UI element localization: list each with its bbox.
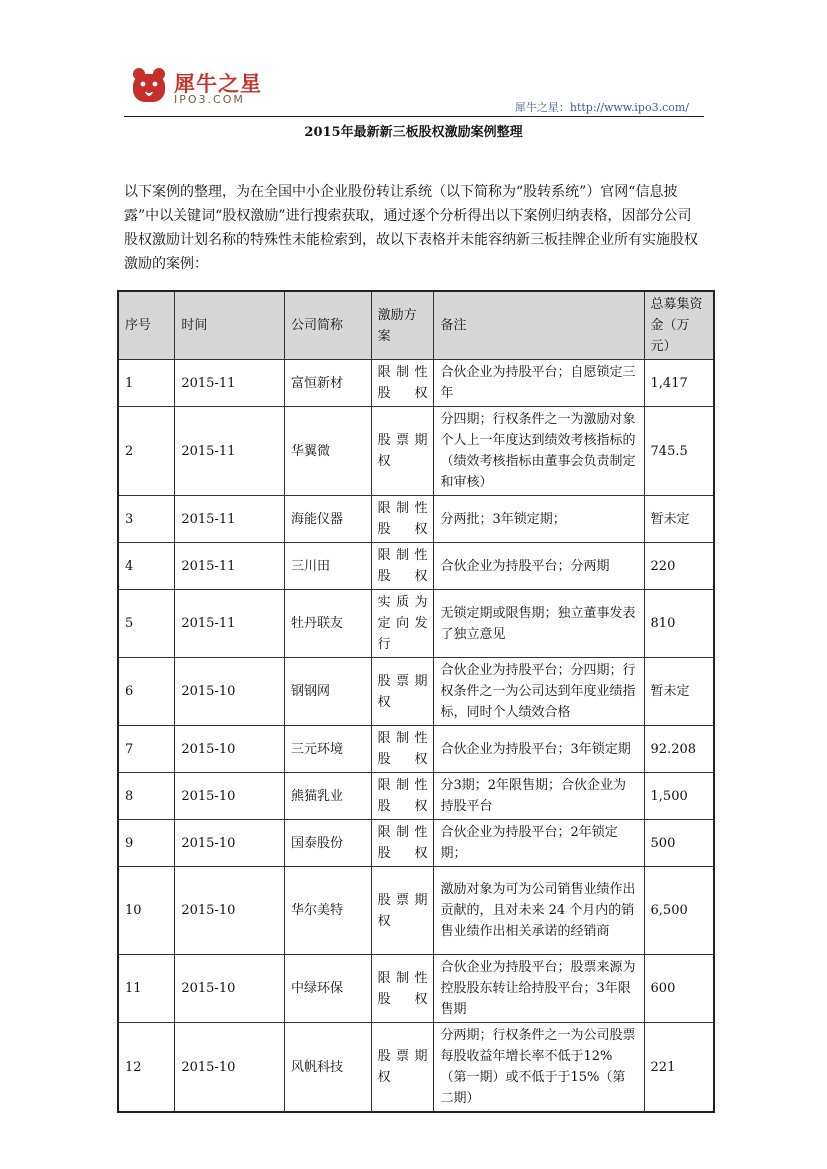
cell-note: 合伙企业为持股平台；股票来源为控股股东转让给持股平台；3年限售期	[434, 955, 644, 1023]
table-row	[118, 773, 714, 820]
cell-no: 12	[118, 1023, 175, 1113]
site-logo[interactable]	[130, 66, 280, 108]
cell-no: 9	[118, 820, 175, 867]
cell-note: 分四期；行权条件之一为激励对象个人上一年度达到绩效考核指标的（绩效考核指标由董事会负责制定和审核）	[434, 407, 644, 496]
header-divider	[124, 116, 704, 117]
cell-plan: 限制性股权	[371, 773, 434, 820]
header-plan: 激励方案	[371, 291, 434, 360]
cell-no: 1	[118, 360, 175, 407]
cell-note: 合伙企业为持股平台；自愿锁定三年	[434, 360, 644, 407]
cell-plan: 实质为定向发行	[371, 590, 434, 658]
cell-company: 钢钢网	[285, 658, 372, 726]
cell-company: 熊猫乳业	[285, 773, 372, 820]
cell-company: 牡丹联友	[285, 590, 372, 658]
cell-no: 6	[118, 658, 175, 726]
cell-plan: 股票期权	[371, 1023, 434, 1113]
cell-plan: 限制性股权	[371, 726, 434, 773]
cell-note: 合伙企业为持股平台；分两期	[434, 543, 644, 590]
cell-company: 国泰股份	[285, 820, 372, 867]
cell-note: 合伙企业为持股平台；3年锁定期	[434, 726, 644, 773]
table-row	[118, 726, 714, 773]
cell-no: 4	[118, 543, 175, 590]
header-time: 时间	[175, 291, 285, 360]
logo-text-cn: 犀牛之星	[174, 72, 262, 96]
cell-fund: 220	[644, 543, 714, 590]
cell-fund: 745.5	[644, 407, 714, 496]
cell-time: 2015-10	[175, 820, 285, 867]
cell-plan: 限制性股权	[371, 496, 434, 543]
cell-plan: 限制性股权	[371, 360, 434, 407]
cell-time: 2015-10	[175, 773, 285, 820]
cell-company: 中绿环保	[285, 955, 372, 1023]
table-row	[118, 820, 714, 867]
cell-time: 2015-11	[175, 407, 285, 496]
cell-no: 2	[118, 407, 175, 496]
cell-no: 3	[118, 496, 175, 543]
cell-time: 2015-11	[175, 360, 285, 407]
cell-no: 11	[118, 955, 175, 1023]
cell-fund: 1,417	[644, 360, 714, 407]
table-row	[118, 1023, 714, 1113]
cell-fund: 暂未定	[644, 658, 714, 726]
cell-time: 2015-10	[175, 726, 285, 773]
cell-plan: 股票期权	[371, 867, 434, 955]
logo-text-en: IPO3.COM	[174, 93, 245, 106]
table-row	[118, 955, 714, 1023]
cell-company: 三元环境	[285, 726, 372, 773]
cell-no: 10	[118, 867, 175, 955]
cell-time: 2015-11	[175, 543, 285, 590]
cell-note: 分两期；行权条件之一为公司股票每股收益年增长率不低于12%（第一期）或不低于于15%（第二期）	[434, 1023, 644, 1113]
cell-fund: 600	[644, 955, 714, 1023]
cell-no: 7	[118, 726, 175, 773]
cell-note: 分两批；3年锁定期；	[434, 496, 644, 543]
header-fund: 总募集资金（万元）	[644, 291, 714, 360]
header-company: 公司简称	[285, 291, 372, 360]
cell-time: 2015-10	[175, 867, 285, 955]
table-row	[118, 658, 714, 726]
table-header-row	[118, 291, 714, 360]
cell-company: 三川田	[285, 543, 372, 590]
cell-plan: 股票期权	[371, 407, 434, 496]
site-link[interactable]: 犀牛之星：http://www.ipo3.com/	[514, 101, 689, 114]
cell-company: 华尔美特	[285, 867, 372, 955]
cell-note: 激励对象为可为公司销售业绩作出贡献的，且对未来 24 个月内的销售业绩作出相关承诺的经销商	[434, 867, 644, 955]
table-row	[118, 590, 714, 658]
cell-plan: 股票期权	[371, 658, 434, 726]
table-row	[118, 496, 714, 543]
cell-time: 2015-11	[175, 496, 285, 543]
cell-company: 风帆科技	[285, 1023, 372, 1113]
table-row	[118, 407, 714, 496]
cell-company: 海能仪器	[285, 496, 372, 543]
cell-fund: 221	[644, 1023, 714, 1113]
intro-paragraph: 以下案例的整理，为在全国中小企业股份转让系统（以下简称为“股转系统”）官网“信息披露”中以关键词“股权激励”进行搜索获取，通过逐个分析得出以下案例归纳表格，因部分公司股权激励计划名称的特殊性未能检索到，故以下表格并未能容纳新三板挂牌企业所有实施股权激励的案例：	[124, 184, 698, 272]
cell-fund: 500	[644, 820, 714, 867]
header-note: 备注	[434, 291, 644, 360]
cell-fund: 暂未定	[644, 496, 714, 543]
table-row	[118, 867, 714, 955]
page-title: 2015年最新新三板股权激励案例整理	[304, 125, 523, 140]
cell-fund: 810	[644, 590, 714, 658]
table-row	[118, 543, 714, 590]
cell-company: 富恒新材	[285, 360, 372, 407]
cell-no: 8	[118, 773, 175, 820]
cell-time: 2015-10	[175, 955, 285, 1023]
cell-company: 华翼微	[285, 407, 372, 496]
table-row	[118, 360, 714, 407]
cell-time: 2015-11	[175, 590, 285, 658]
cell-time: 2015-10	[175, 658, 285, 726]
cases-table	[117, 290, 715, 1113]
rhino-logo-icon	[130, 66, 168, 106]
cell-note: 分3期；2年限售期；合伙企业为持股平台	[434, 773, 644, 820]
cell-no: 5	[118, 590, 175, 658]
cell-plan: 限制性股权	[371, 543, 434, 590]
cell-fund: 92.208	[644, 726, 714, 773]
cell-note: 无锁定期或限售期；独立董事发表了独立意见	[434, 590, 644, 658]
cell-note: 合伙企业为持股平台；2年锁定期；	[434, 820, 644, 867]
cell-fund: 6,500	[644, 867, 714, 955]
header-no: 序号	[118, 291, 175, 360]
cell-plan: 限制性股权	[371, 955, 434, 1023]
cell-fund: 1,500	[644, 773, 714, 820]
cell-time: 2015-10	[175, 1023, 285, 1113]
cell-note: 合伙企业为持股平台；分四期；行权条件之一为公司达到年度业绩指标，同时个人绩效合格	[434, 658, 644, 726]
cell-plan: 限制性股权	[371, 820, 434, 867]
